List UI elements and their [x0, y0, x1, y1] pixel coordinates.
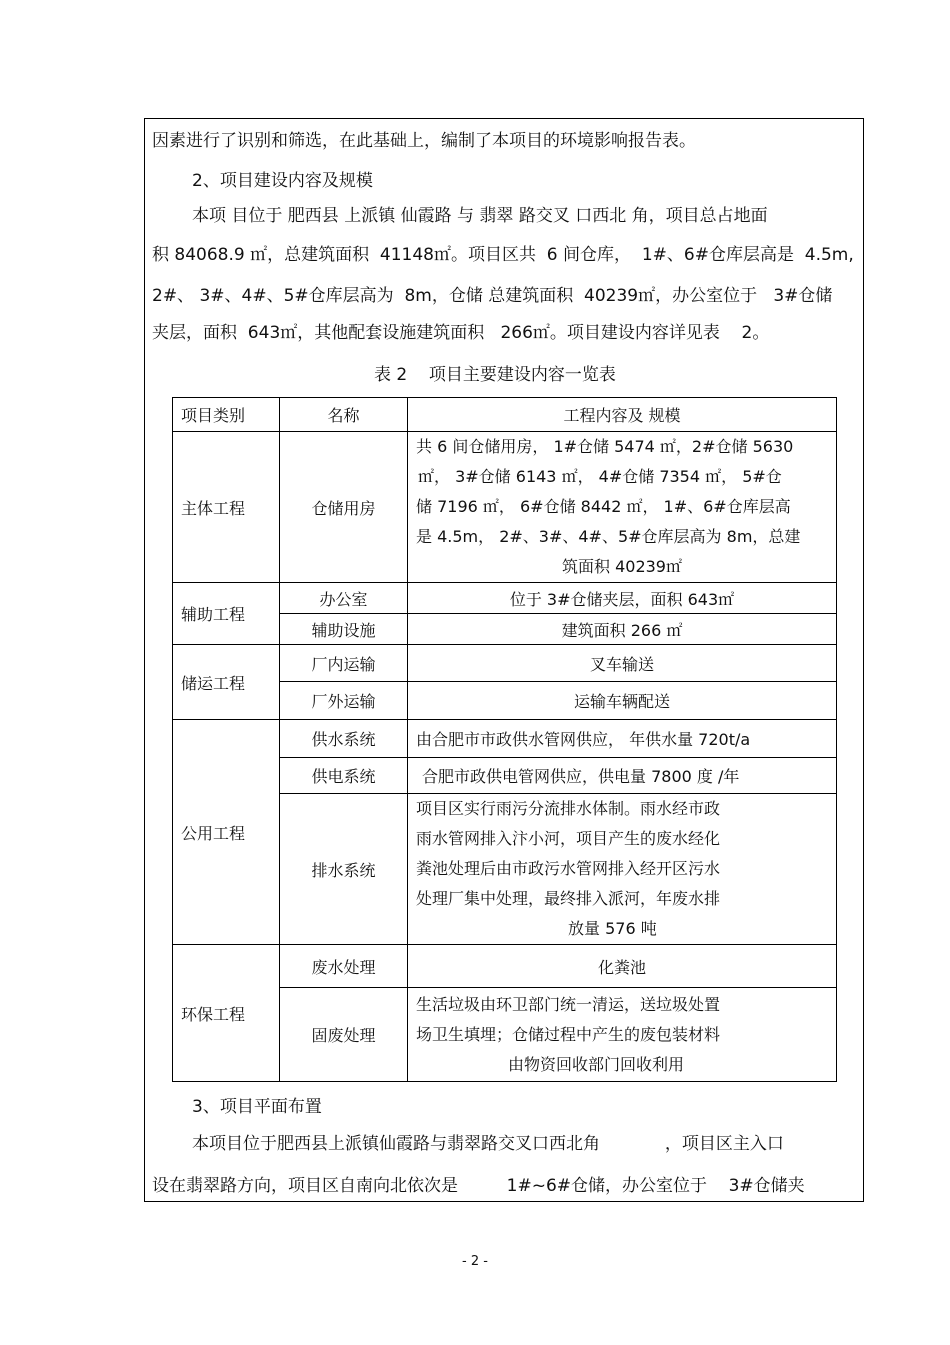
item-content — [408, 794, 837, 945]
item-name: 排水系统 — [280, 794, 408, 945]
content-line: 储 7196 ㎡， 6#仓储 8442 ㎡， 1#、6#仓库层高 — [416, 497, 791, 516]
category-env: 环保工程 — [173, 945, 280, 1082]
item-content: 建筑面积 266 ㎡ — [408, 614, 837, 645]
content-line: 粪池处理后由市政污水管网排入经开区污水 — [416, 859, 721, 878]
table-caption: 表 2 项目主要建设内容一览表 — [374, 365, 616, 385]
table-row — [173, 583, 837, 614]
item-content — [408, 988, 837, 1082]
para-line-2: 积 84068.9 ㎡，总建筑面积 41148㎡。项目区共 6 间仓库， 1#、6#仓库层高是 4.5m, — [152, 245, 854, 265]
item-content: 合肥市政供电管网供应，供电量 7800 度 /年 — [408, 758, 837, 794]
content-line: 放量 576 吨 — [568, 919, 657, 938]
table-row — [173, 432, 837, 583]
content-line: 共 6 间仓储用房， 1#仓储 5474 ㎡，2#仓储 5630 — [416, 437, 794, 456]
item-name: 厂内运输 — [280, 645, 408, 682]
table-row — [173, 645, 837, 682]
content-line: 筑面积 40239㎡ — [562, 557, 682, 576]
item-name: 供电系统 — [280, 758, 408, 794]
section3-heading: 3、项目平面布置 — [192, 1097, 322, 1117]
header-name: 名称 — [280, 398, 408, 432]
category-main: 主体工程 — [173, 432, 280, 583]
section3-line-1: 本项目位于肥西县上派镇仙霞路与翡翠路交叉口西北角 ，项目区主入口 — [192, 1134, 784, 1154]
item-name: 办公室 — [280, 583, 408, 614]
item-content: 叉车输送 — [408, 645, 837, 682]
item-content — [408, 432, 837, 583]
page-number: - 2 - — [462, 1254, 488, 1269]
content-line: 是 4.5m， 2#、3#、4#、5#仓库层高为 8m，总建 — [416, 527, 801, 546]
content-line: 雨水管网排入汴小河，项目产生的废水经化 — [416, 829, 721, 848]
content-line: 处理厂集中处理，最终排入派河，年废水排 — [416, 889, 721, 908]
table-header-row — [173, 398, 837, 432]
item-name: 废水处理 — [280, 945, 408, 988]
item-name: 固废处理 — [280, 988, 408, 1082]
table-row — [173, 945, 837, 988]
item-content: 运输车辆配送 — [408, 682, 837, 720]
header-content: 工程内容及 规模 — [408, 398, 837, 432]
section3-line-2: 设在翡翠路方向，项目区自南向北依次是 1#~6#仓储，办公室位于 3#仓储夹 — [152, 1176, 805, 1196]
item-content: 化粪池 — [408, 945, 837, 988]
para-line-4: 夹层，面积 643㎡，其他配套设施建筑面积 266㎡。项目建设内容详见表 2。 — [152, 323, 770, 343]
item-name: 辅助设施 — [280, 614, 408, 645]
content-line: 场卫生填埋；仓储过程中产生的废包装材料 — [416, 1024, 721, 1044]
content-line: 由物资回收部门回收利用 — [508, 1054, 685, 1074]
category-aux: 辅助工程 — [173, 583, 280, 645]
header-category: 项目类别 — [173, 398, 280, 432]
para-line-1: 本项 目位于 肥西县 上派镇 仙霞路 与 翡翠 路交叉 口西北 角，项目总占地面 — [192, 206, 768, 226]
item-content: 由合肥市市政供水管网供应， 年供水量 720t/a — [408, 720, 837, 758]
para-line-3: 2#、 3#、4#、5#仓库层高为 8m，仓储 总建筑面积 40239㎡，办公室位于 3#仓储 — [152, 286, 833, 306]
table-row — [173, 720, 837, 758]
item-name: 仓储用房 — [280, 432, 408, 583]
item-name: 厂外运输 — [280, 682, 408, 720]
section2-heading: 2、项目建设内容及规模 — [192, 171, 373, 191]
category-utility: 公用工程 — [173, 720, 280, 945]
item-content: 位于 3#仓储夹层，面积 643㎡ — [408, 583, 837, 614]
item-name: 供水系统 — [280, 720, 408, 758]
construction-table — [172, 397, 837, 1082]
intro-line: 因素进行了识别和筛选，在此基础上，编制了本项目的环境影响报告表。 — [152, 131, 696, 151]
category-storage: 储运工程 — [173, 645, 280, 720]
content-line: 生活垃圾由环卫部门统一清运，送垃圾处置 — [416, 994, 721, 1014]
content-line: 项目区实行雨污分流排水体制。雨水经市政 — [416, 799, 721, 818]
content-line: ㎡， 3#仓储 6143 ㎡， 4#仓储 7354 ㎡， 5#仓 — [418, 467, 782, 486]
